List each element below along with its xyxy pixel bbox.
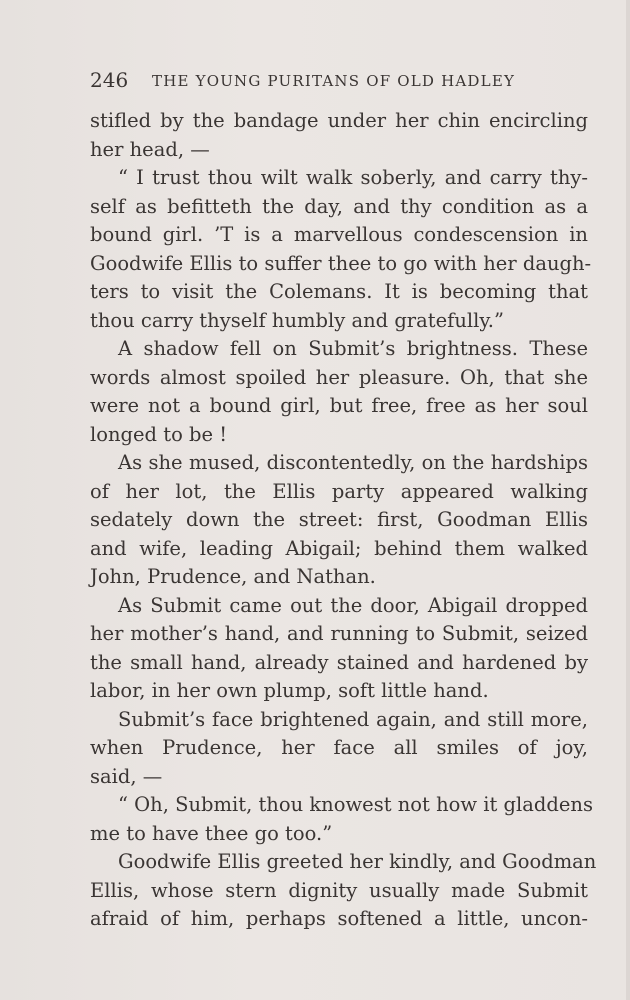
text-line: her head, —: [90, 137, 210, 161]
text-line: Submit’s face brightened again, and still more,: [118, 707, 588, 731]
text-line: Ellis, whose stern dignity usually made Submit: [90, 878, 588, 902]
text-line: sedately down the street: first, Goodman Ellis: [90, 508, 588, 531]
text-line: “ Oh, Submit, thou knowest not how it gladdens: [118, 793, 593, 816]
text-line: ters to visit the Colemans. It is becoming that: [90, 280, 588, 303]
running-head: THE YOUNG PURITANS OF OLD HADLEY: [152, 72, 516, 90]
text-line: “ I trust thou wilt walk soberly, and carry thy-: [118, 166, 588, 189]
text-line: Goodwife Ellis greeted her kindly, and Goodman: [118, 850, 597, 873]
text-line: afraid of him, perhaps softened a little, uncon-: [90, 907, 588, 930]
text-line: thou carry thyself humbly and gratefully.”: [90, 308, 504, 332]
text-line: Goodwife Ellis to suffer thee to go with her daugh-: [90, 251, 592, 275]
text-line: said, —: [90, 764, 163, 788]
text-line: self as befitteth the day, and thy condition as a: [90, 194, 588, 218]
text-line: As Submit came out the door, Abigail dropped: [118, 593, 588, 617]
body-text: [90, 107, 597, 934]
text-line: bound girl. ’T is a marvellous condescension in: [90, 223, 588, 246]
text-line: words almost spoiled her pleasure. Oh, that she: [90, 365, 588, 389]
text-line: longed to be !: [90, 422, 228, 446]
text-line: of her lot, the Ellis party appeared walking: [90, 479, 588, 503]
text-line: and wife, leading Abigail; behind them walked: [90, 536, 588, 560]
text-line: stifled by the bandage under her chin encircling: [90, 109, 588, 132]
text-line: her mother’s hand, and running to Submit, seized: [90, 622, 588, 645]
page-edge: [626, 0, 630, 1000]
text-line: were not a bound girl, but free, free as her soul: [90, 394, 588, 417]
text-line: labor, in her own plump, soft little hand.: [90, 679, 489, 702]
text-line: me to have thee go too.”: [90, 821, 333, 845]
text-line: when Prudence, her face all smiles of joy,: [90, 736, 588, 759]
text-line: John, Prudence, and Nathan.: [90, 565, 376, 588]
page-header: [90, 68, 550, 98]
text-line: the small hand, already stained and hardened by: [90, 650, 588, 674]
text-line: A shadow fell on Submit’s brightness. These: [118, 337, 588, 360]
text-line: As she mused, discontentedly, on the hardships: [118, 451, 588, 474]
page-number: 246: [90, 68, 129, 92]
